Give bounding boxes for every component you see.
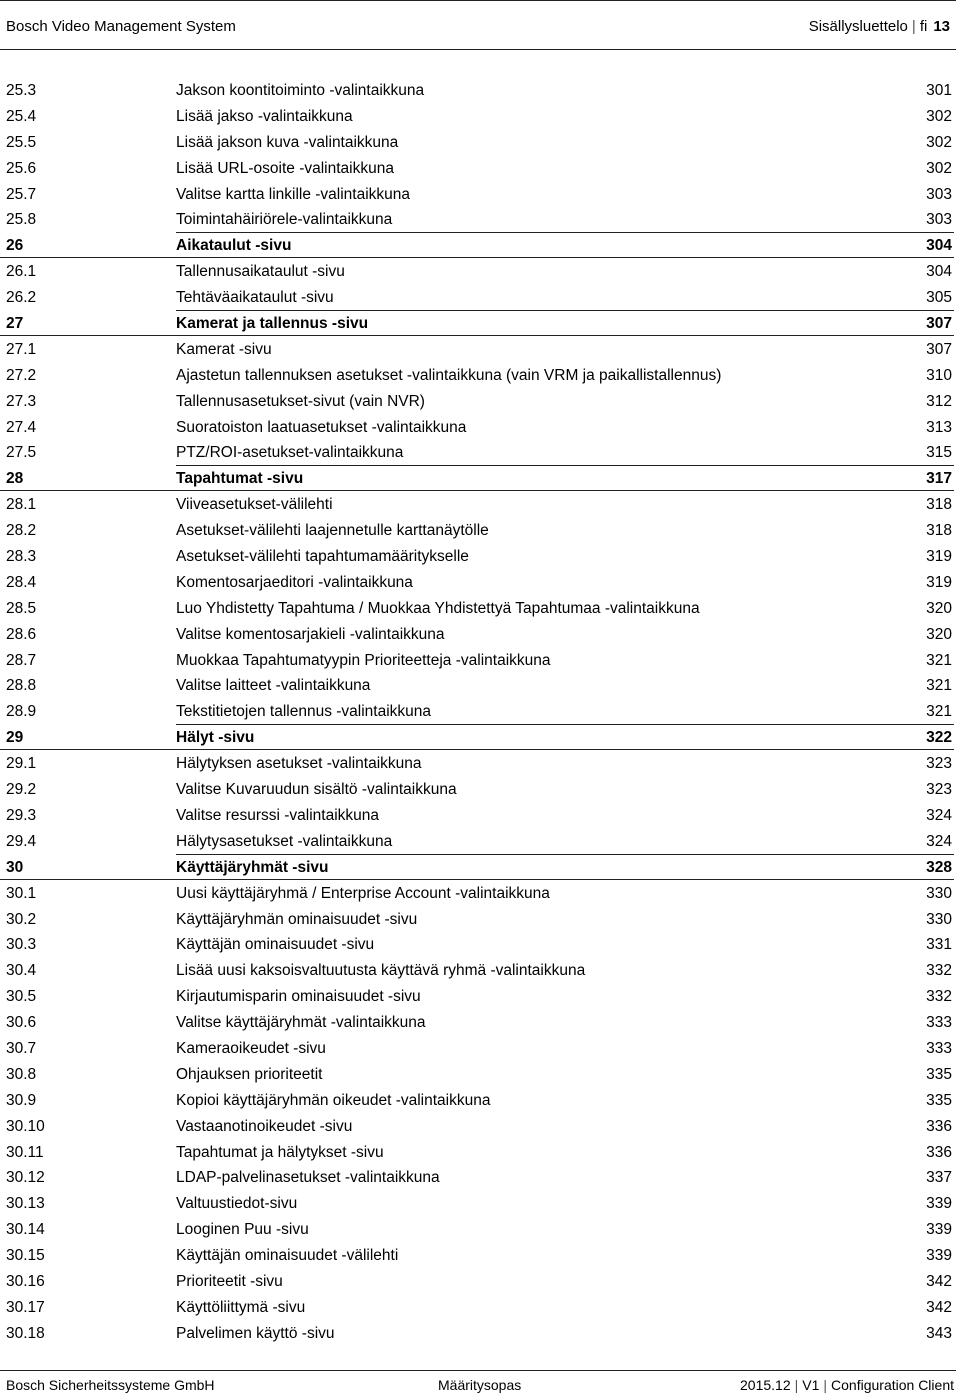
toc-entry-page: 304 [926,237,952,255]
toc-entry-number: 30.3 [6,936,37,954]
toc-entry-number: 28.5 [6,599,37,617]
toc-entry-number: 27 [6,315,24,333]
toc-entry-title: Tehtäväaikataulut -sivu [176,289,334,307]
toc-entry-title: Käyttöliittymä -sivu [176,1298,306,1316]
toc-entry-title: Asetukset-välilehti tapahtumamääritykselle [176,548,469,566]
toc-entry-number: 28.8 [6,677,37,695]
table-of-contents [0,77,956,1346]
toc-entry-number: 29.3 [6,806,37,824]
toc-entry-page: 322 [926,729,952,747]
toc-entry-number: 29.2 [6,781,37,799]
toc-entry-number: 27.3 [6,392,37,410]
toc-entry[interactable] [0,1320,956,1346]
toc-entry-title: Ajastetun tallennuksen asetukset -valintaikkuna (vain VRM ja paikallistallennus) [176,366,722,384]
toc-entry[interactable] [0,621,956,647]
toc-entry[interactable] [0,1164,956,1190]
toc-entry-number: 25.7 [6,185,37,203]
toc-entry-page: 303 [926,211,952,229]
toc-entry[interactable] [0,206,956,232]
toc-entry-number: 30.12 [6,1169,45,1187]
toc-entry-title: Käyttäjän ominaisuudet -sivu [176,936,375,954]
toc-entry[interactable] [0,1061,956,1087]
footer-divider: | [823,1377,828,1393]
toc-entry-number: 25.3 [6,82,37,99]
toc-entry-page: 303 [926,185,952,203]
toc-entry[interactable] [0,258,956,284]
header-divider: | [911,18,916,35]
toc-entry-title: Asetukset-välilehti laajennetulle karttanäytölle [176,522,489,540]
toc-entry-page: 323 [926,781,952,799]
toc-entry-title: Lisää uusi kaksoisvaltuutusta käyttävä ryhmä -valintaikkuna [176,962,586,980]
toc-entry-page: 317 [926,470,952,488]
toc-entry-title: Valitse resurssi -valintaikkuna [176,806,380,824]
toc-entry-number: 30.10 [6,1117,45,1135]
toc-entry[interactable] [0,439,956,465]
toc-entry-page: 319 [926,548,952,566]
toc-entry-title: Valitse Kuvaruudun sisältö -valintaikkuna [176,781,457,799]
toc-entry-title: Prioriteetit -sivu [176,1272,283,1290]
toc-entry-number: 28.7 [6,651,37,669]
toc-entry-title: Käyttäjän ominaisuudet -välilehti [176,1247,399,1265]
toc-entry-page: 305 [926,289,952,307]
toc-entry[interactable] [0,1242,956,1268]
toc-entry[interactable] [0,1268,956,1294]
toc-entry-title: Lisää jakso -valintaikkuna [176,107,353,125]
toc-entry-number: 28.4 [6,573,37,591]
toc-entry-title: Hälytyksen asetukset -valintaikkuna [176,755,422,773]
toc-entry-page: 324 [926,832,952,850]
toc-entry-number: 25.4 [6,107,37,125]
toc-entry-title: Tapahtumat -sivu [176,470,304,488]
toc-entry-number: 25.8 [6,211,37,229]
toc-entry-number: 25.5 [6,133,37,151]
toc-entry-page: 333 [926,1014,952,1032]
toc-entry-page: 304 [926,263,952,281]
toc-entry-title: Kamerat ja tallennus -sivu [176,315,369,333]
toc-entry-number: 30.18 [6,1324,45,1342]
toc-entry[interactable] [0,828,956,854]
toc-entry[interactable] [0,103,956,129]
toc-entry-title: Käyttäjäryhmät -sivu [176,858,329,876]
footer-company: Bosch Sicherheitssysteme GmbH [6,1377,215,1393]
toc-entry-number: 26.2 [6,289,37,307]
toc-entry-number: 25.6 [6,159,37,177]
toc-chapter-entry[interactable] [0,465,956,491]
toc-entry[interactable] [0,1009,956,1035]
toc-entry[interactable] [0,362,956,388]
toc-entry-title: Ohjauksen prioriteetit [176,1065,323,1083]
toc-entry[interactable] [0,129,956,155]
toc-entry-number: 30.17 [6,1298,45,1316]
toc-entry-title: Kopioi käyttäjäryhmän oikeudet -valintaikkuna [176,1091,491,1109]
footer-divider: | [794,1377,799,1393]
toc-entry-page: 302 [926,159,952,177]
toc-entry-number: 30.15 [6,1247,45,1265]
toc-entry-title: Hälyt -sivu [176,729,255,747]
toc-entry-page: 321 [926,703,952,721]
toc-entry-title: PTZ/ROI-asetukset-valintaikkuna [176,444,404,462]
footer-version-info [740,1377,954,1393]
toc-entry-page: 337 [926,1169,952,1187]
toc-entry-number: 27.5 [6,444,37,462]
toc-entry-title: Lisää URL-osoite -valintaikkuna [176,159,394,177]
toc-entry-page: 335 [926,1091,952,1109]
toc-entry-number: 26.1 [6,263,37,281]
toc-entry-number: 30.5 [6,988,37,1006]
toc-entry-page: 323 [926,755,952,773]
toc-entry[interactable] [0,776,956,802]
toc-entry[interactable] [0,155,956,181]
toc-entry[interactable] [0,414,956,440]
toc-entry[interactable] [0,983,956,1009]
toc-entry-title: Kirjautumisparin ominaisuudet -sivu [176,988,421,1006]
toc-entry-number: 30.6 [6,1014,37,1032]
toc-entry-number: 30.8 [6,1065,37,1083]
toc-entry-title: Palvelimen käyttö -sivu [176,1324,335,1342]
toc-entry-page: 328 [926,858,952,876]
toc-entry[interactable] [0,595,956,621]
toc-entry[interactable] [0,491,956,517]
toc-entry-number: 27.2 [6,366,37,384]
toc-entry-number: 30.2 [6,910,37,928]
toc-entry[interactable] [0,906,956,932]
toc-entry-title: Hälytysasetukset -valintaikkuna [176,832,393,850]
toc-entry-title: Suoratoiston laatuasetukset -valintaikkuna [176,418,467,436]
toc-entry-page: 307 [926,340,952,358]
toc-entry-title: Kamerat -sivu [176,340,272,358]
toc-entry-title: Lisää jakson kuva -valintaikkuna [176,133,399,151]
footer-doc-type: Määritysopas [438,1377,522,1393]
toc-chapter-entry[interactable] [0,854,956,880]
toc-entry[interactable] [0,1294,956,1320]
toc-entry-page: 312 [926,392,952,410]
toc-chapter-entry[interactable] [0,724,956,750]
toc-entry-title: Toimintahäiriörele-valintaikkuna [176,211,393,229]
toc-entry-number: 28.3 [6,548,37,566]
toc-entry-number: 30.1 [6,884,37,902]
toc-entry-page: 339 [926,1247,952,1265]
toc-entry-number: 29.4 [6,832,37,850]
toc-entry-page: 315 [926,444,952,462]
toc-entry-title: Käyttäjäryhmän ominaisuudet -sivu [176,910,418,928]
toc-entry-number: 30.14 [6,1221,45,1239]
toc-entry-title: Muokkaa Tapahtumatyypin Prioriteetteja -valintaikkuna [176,651,551,669]
toc-entry[interactable] [0,672,956,698]
toc-entry[interactable] [0,336,956,362]
toc-entry[interactable] [0,931,956,957]
toc-entry-title: Looginen Puu -sivu [176,1221,309,1239]
page-footer [0,1370,956,1394]
toc-entry[interactable] [0,750,956,776]
toc-entry-page: 342 [926,1272,952,1290]
toc-entry-page: 333 [926,1039,952,1057]
toc-entry[interactable] [0,1087,956,1113]
toc-entry[interactable] [0,698,956,724]
toc-entry-title: Tallennusaikataulut -sivu [176,263,345,281]
footer-product: Configuration Client [831,1377,954,1393]
toc-entry-number: 30.4 [6,962,37,980]
toc-entry-page: 307 [926,315,952,333]
toc-entry-title: Valitse käyttäjäryhmät -valintaikkuna [176,1014,426,1032]
toc-entry-page: 302 [926,107,952,125]
toc-entry-title: LDAP-palvelinasetukset -valintaikkuna [176,1169,440,1187]
toc-entry[interactable] [0,517,956,543]
toc-entry-title: Valitse kartta linkille -valintaikkuna [176,185,411,203]
toc-entry-title: Tapahtumat ja hälytykset -sivu [176,1143,384,1161]
toc-entry-number: 30 [6,858,24,876]
toc-entry-page: 301 [926,82,952,99]
toc-entry[interactable] [0,569,956,595]
page-header [0,0,956,50]
toc-entry-page: 302 [926,133,952,151]
toc-chapter-entry[interactable] [0,310,956,336]
toc-entry-title: Jakson koontitoiminto -valintaikkuna [176,82,425,99]
toc-entry-page: 310 [926,366,952,384]
header-section-info [809,18,950,35]
toc-entry[interactable] [0,1113,956,1139]
toc-entry[interactable] [0,1190,956,1216]
toc-entry-title: Viiveasetukset-välilehti [176,496,333,514]
toc-entry[interactable] [0,1139,956,1165]
toc-entry[interactable] [0,181,956,207]
toc-entry[interactable] [0,543,956,569]
header-page-number: 13 [933,18,950,35]
toc-entry-page: 331 [926,936,952,954]
toc-entry-page: 321 [926,651,952,669]
toc-entry-number: 26 [6,237,24,255]
toc-entry-number: 30.7 [6,1039,37,1057]
footer-revision: V1 [802,1377,820,1393]
toc-entry-page: 339 [926,1221,952,1239]
toc-entry[interactable] [0,1035,956,1061]
toc-entry-title: Kameraoikeudet -sivu [176,1039,326,1057]
toc-entry-title: Tallennusasetukset-sivut (vain NVR) [176,392,425,410]
toc-entry-page: 335 [926,1065,952,1083]
toc-entry-number: 28.2 [6,522,37,540]
toc-entry-page: 339 [926,1195,952,1213]
toc-entry-page: 318 [926,496,952,514]
toc-entry-page: 318 [926,522,952,540]
toc-entry-title: Uusi käyttäjäryhmä / Enterprise Account -valintaikkuna [176,884,550,902]
toc-entry-page: 336 [926,1117,952,1135]
toc-entry-page: 330 [926,884,952,902]
toc-entry-number: 30.16 [6,1272,45,1290]
toc-entry-page: 332 [926,988,952,1006]
toc-entry-page: 319 [926,573,952,591]
toc-entry-number: 30.9 [6,1091,37,1109]
toc-entry[interactable] [0,77,956,103]
toc-entry-page: 313 [926,418,952,436]
header-product-name: Bosch Video Management System [6,18,236,35]
toc-entry-number: 30.11 [6,1143,44,1161]
toc-entry-page: 320 [926,599,952,617]
toc-entry-number: 28 [6,470,24,488]
toc-entry-number: 27.4 [6,418,37,436]
toc-entry-title: Vastaanotinoikeudet -sivu [176,1117,353,1135]
footer-version: 2015.12 [740,1377,791,1393]
toc-entry-page: 321 [926,677,952,695]
toc-entry-number: 27.1 [6,340,37,358]
toc-entry-number: 28.9 [6,703,37,721]
toc-entry-title: Komentosarjaeditori -valintaikkuna [176,573,413,591]
toc-entry-page: 342 [926,1298,952,1316]
toc-chapter-entry[interactable] [0,232,956,258]
toc-entry-page: 343 [926,1324,952,1342]
toc-entry-page: 320 [926,625,952,643]
toc-entry-page: 330 [926,910,952,928]
toc-entry-page: 336 [926,1143,952,1161]
toc-entry[interactable] [0,880,956,906]
toc-entry[interactable] [0,957,956,983]
toc-entry-number: 28.1 [6,496,37,514]
toc-entry-page: 332 [926,962,952,980]
toc-entry-title: Valitse komentosarjakieli -valintaikkuna [176,625,445,643]
toc-entry[interactable] [0,647,956,673]
toc-entry[interactable] [0,802,956,828]
toc-entry-title: Aikataulut -sivu [176,237,292,255]
toc-entry-title: Tekstitietojen tallennus -valintaikkuna [176,703,432,721]
toc-entry-number: 28.6 [6,625,37,643]
toc-entry-title: Valtuustiedot-sivu [176,1195,298,1213]
toc-entry[interactable] [0,1216,956,1242]
header-section-title: Sisällysluettelo [808,18,908,35]
toc-entry-number: 29.1 [6,755,37,773]
toc-entry[interactable] [0,284,956,310]
header-language: fi [919,18,928,35]
toc-entry-page: 324 [926,806,952,824]
toc-entry[interactable] [0,388,956,414]
toc-entry-title: Luo Yhdistetty Tapahtuma / Muokkaa Yhdistettyä Tapahtumaa -valintaikkuna [176,599,700,617]
toc-entry-title: Valitse laitteet -valintaikkuna [176,677,371,695]
toc-entry-number: 29 [6,729,24,747]
toc-entry-number: 30.13 [6,1195,45,1213]
